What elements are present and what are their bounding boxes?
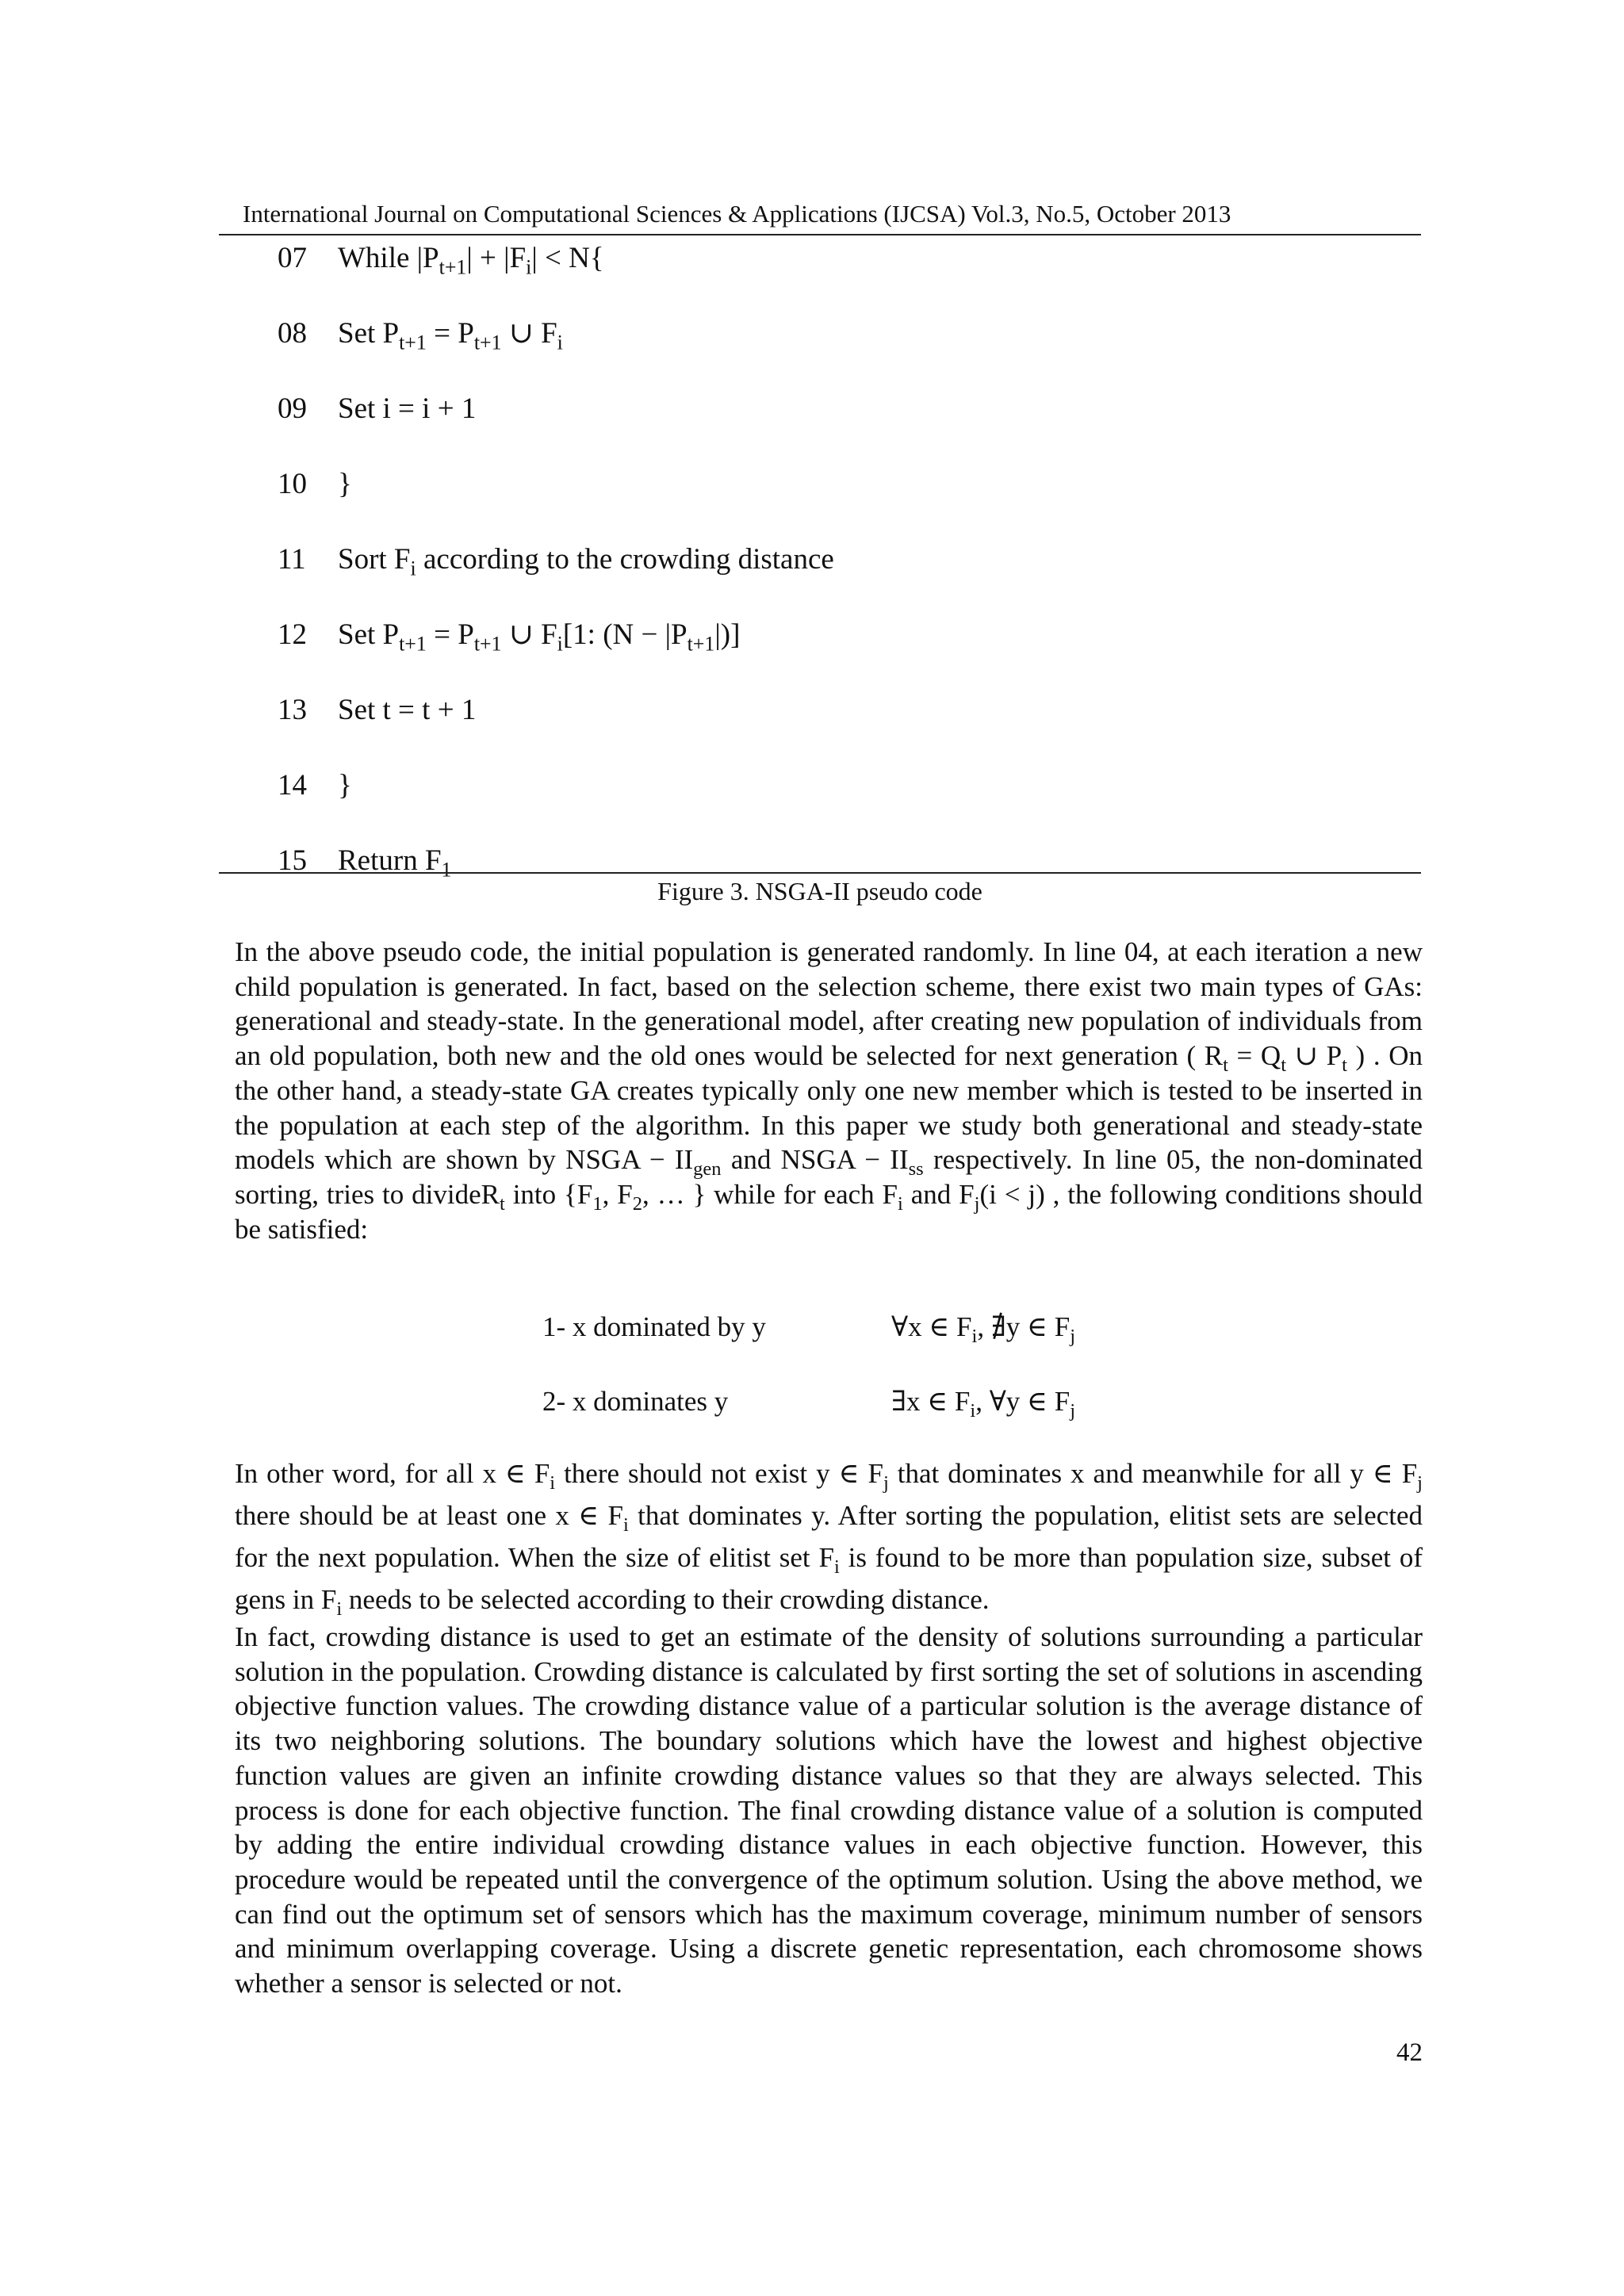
condition-2-statement: 2- x dominates y (542, 1386, 729, 1417)
condition-1-formula: ∀x ∈ $F_i$, ∄y ∈ $F_j$ (891, 1311, 1075, 1347)
figure-caption: Figure 3. NSGA-II pseudo code (657, 877, 982, 905)
code-line-number: 12 (278, 618, 307, 651)
paragraph-1: In the above pseudo code, the initial population is generated randomly. In line 04, at each iteration a new child population is generated. In fact, based on the selection scheme, there exist two main types of GAs: generational and steady-state. In the generational model, after creating new population of individuals from an old population, both new and the old ones would be selected for next generation ( $R_t = Q_t$ ∪ $P_t$ ) . On the other hand, a steady-state GA creates typically only one new member which is tested to be inserted in the population at each step of the algorithm. In this paper we study both generational and steady-state models which are shown by NSGA − $II_{gen}$ and NSGA − $II_{ss}$ respectively. In line 05, the non-dominated sorting, tries to divideR$_t$ into {$F_1$, $F_2$, … } while for each $F_i$ and $F_j(i < j)$ , the following conditions should be satisfied: (235, 936, 1423, 1245)
condition-2-formula: ∃x ∈ $F_i$, ∀y ∈ $F_j$ (891, 1386, 1075, 1422)
paragraph-2: In other word, for all x ∈ $F_i$ there should not exist y ∈ $F_j$ that dominates x and meanwhile for all y ∈ $F_j$ there should be at least one x ∈ $F_i$ that dominates y. After sorting the population, elitist sets are selected for the next population. When the size of elitist set $F_i$ is found to be more than population size, subset of gens in $F_i$ needs to be selected according to their crowding distance. (235, 1458, 1423, 1620)
condition-1-statement: 1- x dominated by y (542, 1311, 766, 1342)
code-line-text: Set t = t + 1 (338, 694, 477, 726)
page-number: 42 (1396, 2038, 1423, 2067)
code-line-text: While $|P_{t+1}| + |F_i| < N${ (338, 242, 604, 279)
code-line-number: 15 (278, 844, 307, 877)
code-line-number: 08 (278, 317, 307, 350)
code-line-text: Sort $F_i$ according to the crowding distance (338, 543, 834, 580)
code-line-text: Set $P_{t+1} = P_{t+1}$ ∪ $F_i[1$: $(N - |P_{t+1}|)$] (338, 618, 741, 656)
code-line-number: 10 (278, 468, 307, 500)
code-line-text: } (338, 468, 352, 500)
code-line-number: 11 (278, 543, 306, 576)
code-line-number: 09 (278, 392, 307, 425)
code-line-text: } (338, 769, 352, 802)
paragraph-3: In fact, crowding distance is used to get an estimate of the density of solutions surrounding a particular solution in the population. Crowding distance is calculated by first sorting the set of solutions in ascending objective function values. The crowding distance value of a particular solution is the average distance of its two neighboring solutions. The boundary solutions which have the lowest and highest objective function values are given an infinite crowding distance values so that they are always selected. This process is done for each objective function. The final crowding distance value of a solution is computed by adding the entire individual crowding distance values in each objective function. However, this procedure would be repeated until the convergence of the optimum solution. Using the above method, we can find out the optimum set of sensors which has the maximum coverage, minimum number of sensors and minimum overlapping coverage. Using a discrete genetic representation, each chromosome shows whether a sensor is selected or not. (235, 1621, 1423, 1999)
code-line-text: Set i = i + 1 (338, 392, 477, 425)
code-line-text: Set $P_{t+1} = P_{t+1}$ ∪ $F_i$ (338, 317, 563, 354)
code-line-number: 14 (278, 769, 307, 802)
running-header: International Journal on Computational Sciences & Applications (IJCSA) Vol.3, No.5, October 2013 (243, 200, 1231, 228)
code-line-number: 13 (278, 694, 307, 726)
code-line-number: 07 (278, 242, 307, 274)
code-line-text: Return $F_1$ (338, 844, 452, 882)
